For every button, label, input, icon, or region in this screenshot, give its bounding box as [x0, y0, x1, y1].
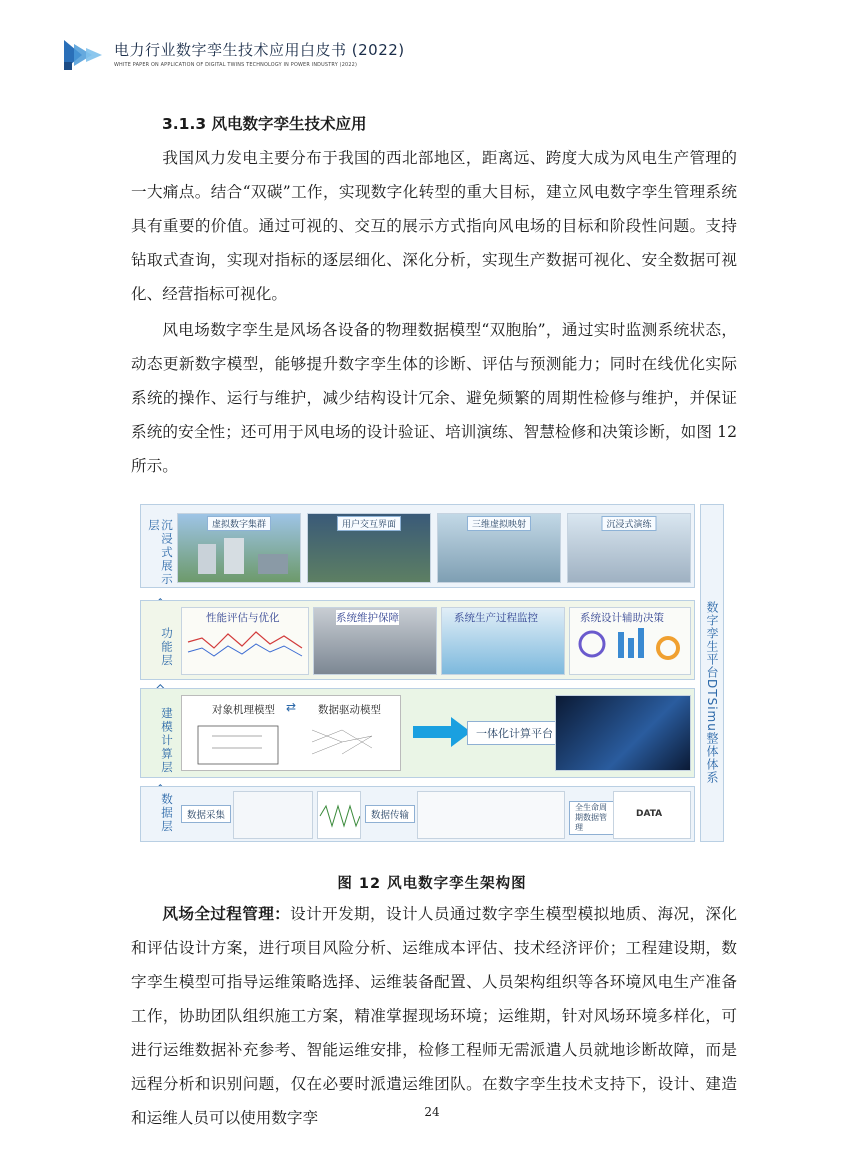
- tile-design-decision: [569, 607, 691, 675]
- data-layer-band: [140, 786, 695, 842]
- platform-side-bar: [700, 504, 724, 842]
- tile-label-design-decision: 系统设计辅助决策: [580, 612, 664, 624]
- tile-data-collection-image: [233, 791, 313, 839]
- tile-models: [181, 695, 401, 771]
- data-collection-box: 数据采集: [181, 805, 231, 823]
- exchange-arrow-icon: ⇄: [286, 700, 297, 714]
- paragraph-1-text: 我国风力发电主要分布于我国的西北部地区，距离远、跨度大成为风电生产管理的一大痛点。结合“双碳”工作，实现数字化转型的重大目标，建立风电数字孪生管理系统具有重要的价值。通过可视的、交互的展示方式指向风电场的目标和阶段性问题。支持钻取式查询，实现对指标的逐层细化、深化分析，实现生产数据可视化、安全数据可视化、经营指标可视化。: [131, 149, 737, 303]
- tile-3d-mapping: [437, 513, 561, 583]
- tile-label-3d-mapping: 三维虚拟映射: [467, 516, 531, 531]
- waveform-image: [318, 792, 361, 839]
- tile-label-user-interface: 用户交互界面: [337, 516, 401, 531]
- paragraph-3-text: 设计开发期，设计人员通过数字孪生模型模拟地质、海况，深化和评估设计方案，进行项目风险分析、运维成本评估、技术经济评价；工程建设期，数字孪生模型可指导运维策略选择、运维装备配置、人员架构组织等各环境风电生产准备工作，协助团队组织施工方案，精准掌握现场环境；运维期，针对风场环境多样化，可进行运维数据补充参考、智能运维安排，检修工程师无需派遣人员就地诊断故障，而是远程分析和识别问题，仅在必要时派遣运维团队。在数字孪生技术支持下，设计、建造和运维人员可以使用数字孪: [131, 905, 737, 1127]
- mechanism-model-label: 对象机理模型: [212, 704, 275, 716]
- tile-performance: [181, 607, 309, 675]
- data-word-label: DATA: [636, 809, 663, 819]
- data-driven-model-label: 数据驱动模型: [318, 704, 381, 716]
- paragraph-2: [131, 313, 737, 483]
- architecture-figure: [140, 494, 728, 846]
- tile-user-interface: [307, 513, 431, 583]
- tile-transfer-image: [417, 791, 565, 839]
- paragraph-1: [131, 141, 737, 311]
- platform-side-label: 数字孪生平台DTSimu整体体系: [705, 601, 719, 784]
- layer-label-immersive: 沉浸式展示层: [147, 519, 174, 587]
- tile-label-process-monitor: 系统生产过程监控: [454, 612, 538, 624]
- tile-immersive-drill: [567, 513, 691, 583]
- tile-process-monitor: [441, 607, 565, 675]
- layer-label-data: 数据层: [160, 793, 174, 834]
- data-transfer-box: 数据传输: [365, 805, 415, 823]
- data-management-box: 全生命周期数据管理: [569, 801, 617, 835]
- section-heading: 3.1.3 风电数字孪生技术应用: [162, 115, 367, 133]
- right-arrow-icon: [413, 717, 473, 747]
- paragraph-2-text: 风电场数字孪生是风场各设备的物理数据模型“双胞胎”，通过实时监测系统状态，动态更新数字模型，能够提升数字孪生体的诊断、评估与预测能力；同时在线优化实际系统的操作、运行与维护，减少结构设计冗余、避免频繁的周期性检修与维护，并保证系统的安全性；还可用于风电场的设计验证、培训演练、智慧检修和决策诊断，如图 12 所示。: [131, 321, 737, 475]
- function-layer-band: [140, 600, 695, 680]
- header-title: 电力行业数字孪生技术应用白皮书 (2022): [114, 41, 405, 59]
- immersive-layer-band: [140, 504, 695, 588]
- integrated-platform-box: 一体化计算平台: [467, 721, 562, 745]
- tile-compute-image: [555, 695, 691, 771]
- header-subtitle: WHITE PAPER ON APPLICATION OF DIGITAL TWINS TECHNOLOGY IN POWER INDUSTRY (2022): [114, 62, 358, 68]
- paragraph-3-lead: 风场全过程管理：: [162, 905, 291, 923]
- tile-label-maintenance: 系统维护保障: [336, 612, 399, 624]
- paragraph-3: [131, 897, 737, 1135]
- tile-label-performance: 性能评估与优化: [206, 612, 280, 624]
- page-number: 24: [424, 1105, 440, 1119]
- whitepaper-logo: [62, 38, 108, 72]
- tile-waveform-image: [317, 791, 361, 839]
- document-header: [62, 38, 482, 78]
- tile-data-icons: [613, 791, 691, 839]
- layer-label-modeling: 建模计算层: [160, 707, 174, 775]
- tile-label-virtual-cluster: 虚拟数字集群: [207, 516, 271, 531]
- layer-label-function: 功能层: [160, 627, 174, 668]
- tile-virtual-cluster: [177, 513, 301, 583]
- tile-label-immersive-drill: 沉浸式演练: [601, 516, 656, 531]
- modeling-layer-band: [140, 688, 695, 778]
- figure-caption: 图 12 风电数字孪生架构图: [337, 876, 527, 892]
- tile-maintenance: [313, 607, 437, 675]
